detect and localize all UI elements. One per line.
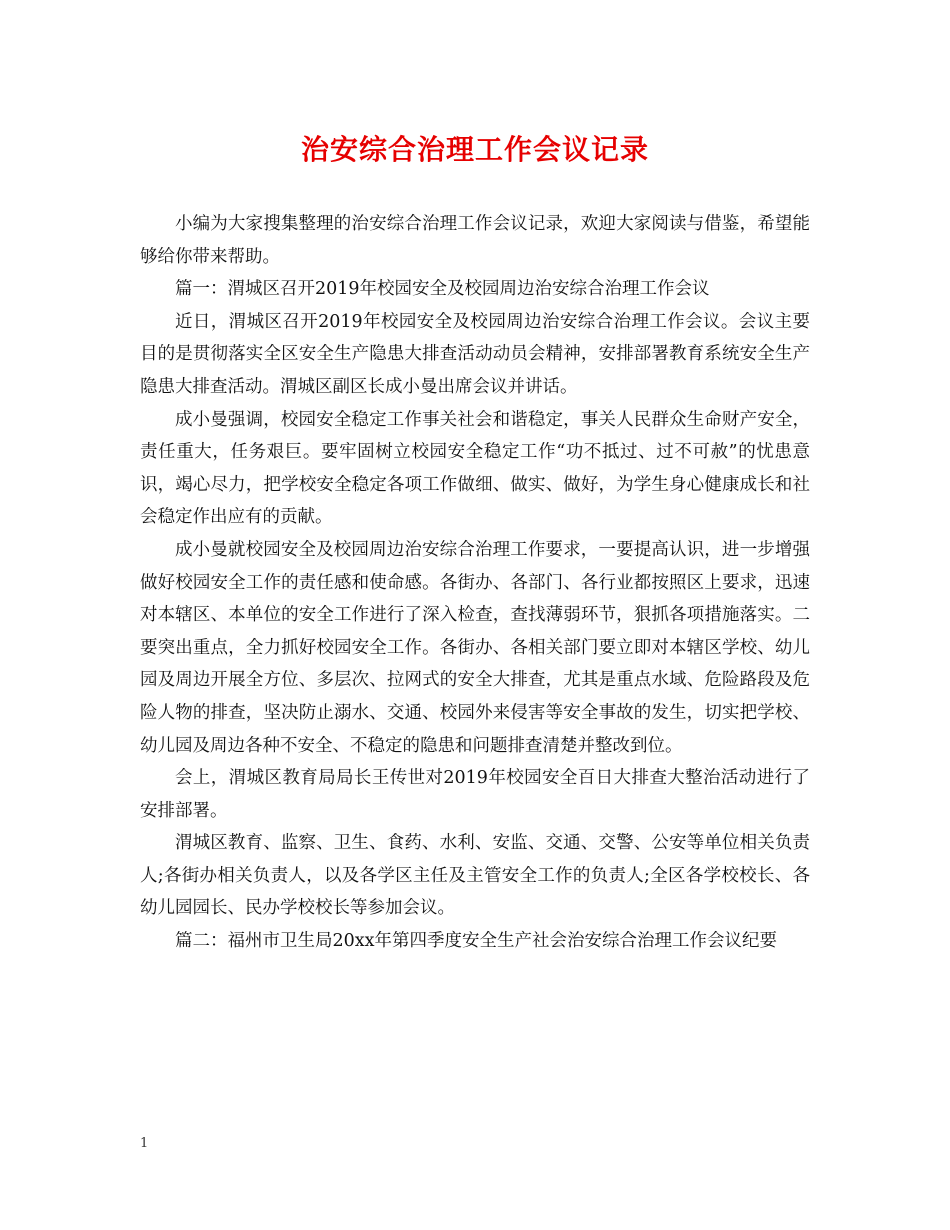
document-body — [140, 208, 810, 958]
paragraph: 篇二：福州市卫生局20xx年第四季度安全生产社会治安综合治理工作会议纪要 — [175, 931, 778, 952]
page-number: 1 — [140, 1136, 149, 1151]
paragraph: 小编为大家搜集整理的治安综合治理工作会议记录，欢迎大家阅读与借鉴，希望能够给你带来帮助。 — [140, 214, 810, 267]
paragraph: 成小曼就校园安全及校园周边治安综合治理工作要求，一要提高认识，进一步增强做好校园安全工作的责任感和使命感。各街办、各部门、各行业都按照区上要求，迅速对本辖区、本单位的安全工作进行了深入检查，查找薄弱环节，狠抓各项措施落实。二要突出重点，全力抓好校园安全工作。各街办、各相关部门要立即对本辖区学校、幼儿园及周边开展全方位、多层次、拉网式的安全大排查，尤其是重点水域、危险路段及危险人物的排查，坚决防止溺水、交通、校园外来侵害等安全事故的发生，切实把学校、幼儿园及周边各种不安全、不稳定的隐患和问题排查清楚并整改到位。 — [140, 539, 810, 756]
paragraph: 篇一：渭城区召开2019年校园安全及校园周边治安综合治理工作会议 — [175, 279, 710, 300]
paragraph: 渭城区教育、监察、卫生、食药、水利、安监、交通、交警、公安等单位相关负责人;各街办相关负责人，以及各学区主任及主管安全工作的负责人;全区各学校校长、各幼儿园园长、民办学校校长等参加会议。 — [140, 833, 810, 919]
paragraph: 会上，渭城区教育局局长王传世对2019年校园安全百日大排查大整治活动进行了安排部署。 — [140, 768, 810, 821]
paragraph: 近日，渭城区召开2019年校园安全及校园周边治安综合治理工作会议。会议主要目的是贯彻落实全区安全生产隐患大排查活动动员会精神，安排部署教育系统安全生产隐患大排查活动。渭城区副区长成小曼出席会议并讲话。 — [140, 311, 810, 397]
document-title: 治安综合治理工作会议记录 — [300, 133, 649, 166]
paragraph: 成小曼强调，校园安全稳定工作事关社会和谐稳定，事关人民群众生命财产安全，责任重大，任务艰巨。要牢固树立校园安全稳定工作“功不抵过、过不可赦”的忧患意识，竭心尽力，把学校安全稳定各项工作做细、做实、做好，为学生身心健康成长和社会稳定作出应有的贡献。 — [140, 409, 810, 528]
